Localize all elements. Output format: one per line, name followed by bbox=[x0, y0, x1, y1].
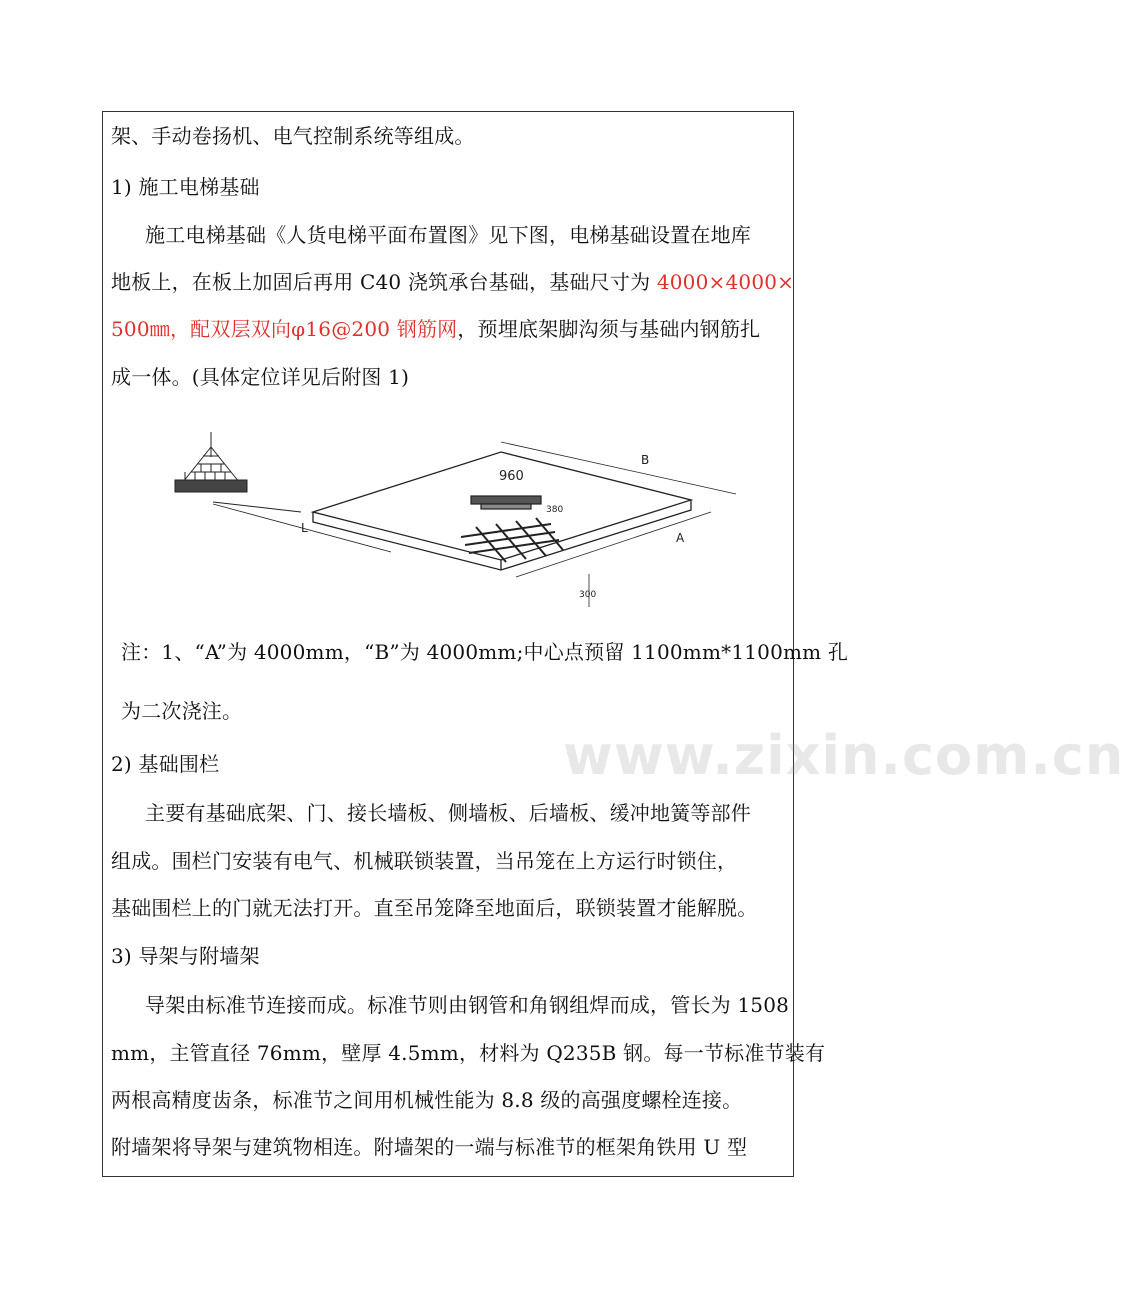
dimension-label-a: A bbox=[676, 531, 685, 545]
dimension-lines bbox=[213, 442, 736, 607]
dimension-label-960: 960 bbox=[499, 469, 524, 484]
text-line: 500㎜，配双层双向φ16@200 钢筋网，预埋底架脚沟须与基础内钢筋扎 bbox=[111, 317, 761, 341]
center-embedded-part bbox=[471, 496, 541, 509]
text-line: mm，主管直径 76mm，壁厚 4.5mm，材料为 Q235B 钢。每一节标准节装有 bbox=[111, 1041, 826, 1065]
section-heading-1: 1) 施工电梯基础 bbox=[111, 175, 260, 199]
section-heading-3: 3) 导架与附墙架 bbox=[111, 944, 260, 968]
text-line: 地板上，在板上加固后再用 C40 浇筑承台基础，基础尺寸为 4000×4000× bbox=[111, 270, 795, 294]
text-line: 基础围栏上的门就无法打开。直至吊笼降至地面后，联锁装置才能解脱。 bbox=[111, 896, 758, 920]
dimension-label-b: B bbox=[641, 453, 650, 467]
watermark: www.zixin.com.cn bbox=[563, 724, 1124, 787]
foundation-diagram bbox=[171, 412, 731, 612]
text-line: 架、手动卷扬机、电气控制系统等组成。 bbox=[111, 124, 475, 148]
dimension-label-300: 300 bbox=[579, 590, 597, 600]
highlight-rebar: 500㎜，配双层双向φ16@200 钢筋网 bbox=[111, 317, 458, 341]
note-line: 为二次浇注。 bbox=[121, 699, 243, 723]
text-line: 两根高精度齿条，标准节之间用机械性能为 8.8 级的高强度螺栓连接。 bbox=[111, 1088, 743, 1112]
text-line: 组成。围栏门安装有电气、机械联锁装置，当吊笼在上方运行时锁住， bbox=[111, 849, 738, 873]
text-line: 附墙架将导架与建筑物相连。附墙架的一端与标准节的框架角铁用 U 型 bbox=[111, 1135, 748, 1159]
text-line: 成一体。(具体定位详见后附图 1) bbox=[111, 365, 410, 389]
document-frame bbox=[102, 111, 1124, 1177]
text-line: 导架由标准节连接而成。标准节则由钢管和角钢组焊而成，管长为 1508 bbox=[145, 993, 790, 1017]
highlight-dimensions: 4000×4000× bbox=[656, 270, 795, 294]
section-heading-2: 2) 基础围栏 bbox=[111, 752, 220, 776]
text-line: 施工电梯基础《人货电梯平面布置图》见下图，电梯基础设置在地库 bbox=[145, 223, 751, 247]
note-line: 注：1、“A”为 4000mm，“B”为 4000mm;中心点预留 1100mm*1100mm 孔 bbox=[121, 640, 849, 664]
brick-pyramid-sketch bbox=[175, 432, 301, 512]
dimension-label-l: L bbox=[301, 521, 308, 535]
dimension-label-380: 380 bbox=[546, 505, 564, 515]
text-line: 主要有基础底架、门、接长墙板、侧墙板、后墙板、缓冲地簧等部件 bbox=[145, 801, 751, 825]
